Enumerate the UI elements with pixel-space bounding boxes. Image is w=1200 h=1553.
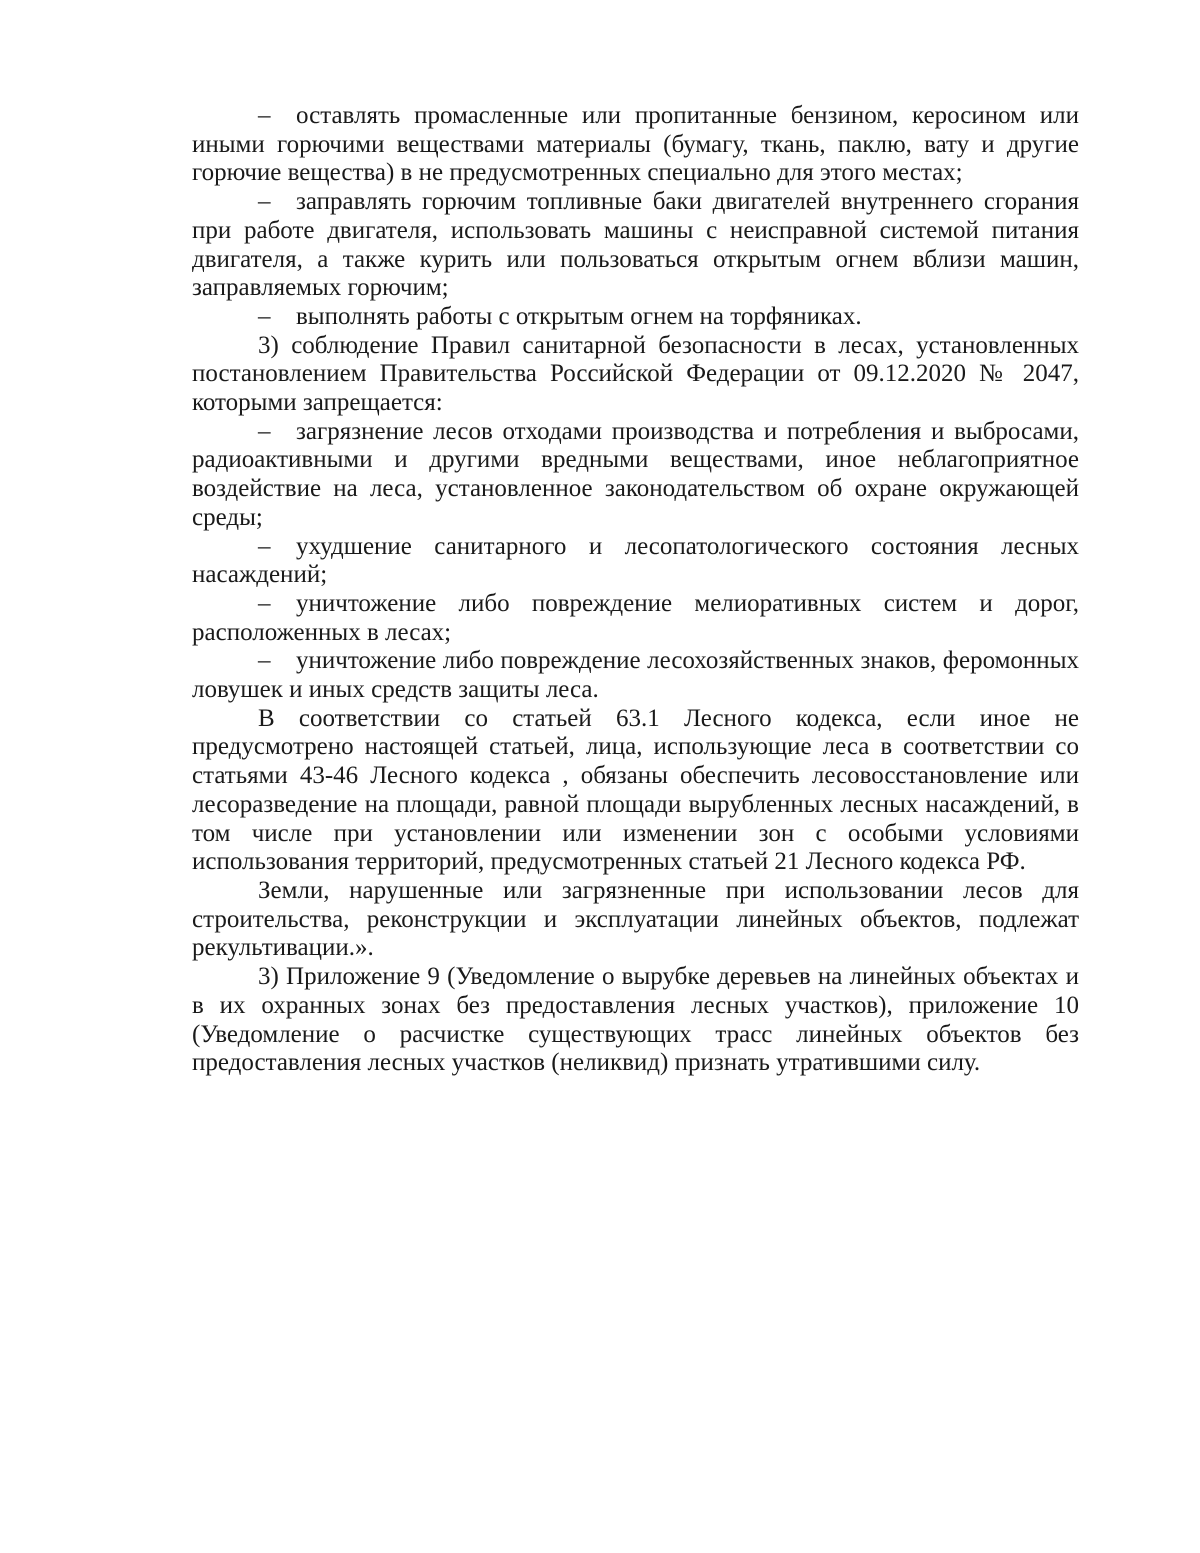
- paragraph-text: 3) соблюдение Правил санитарной безопасности в лесах, установленных постановлением Правительства Российской Федерации от 09.12.2020 № 2047, которыми запрещается:: [192, 331, 1079, 417]
- paragraph-bullet-refueling: [192, 188, 1079, 303]
- paragraph-bullet-forest-signs: [192, 647, 1079, 704]
- paragraph-bullet-melioration: [192, 590, 1079, 647]
- paragraph-text: уничтожение либо повреждение мелиоративных систем и дорог, расположенных в лесах;: [192, 589, 1079, 646]
- dash-marker: –: [258, 188, 271, 216]
- dash-marker: –: [258, 417, 271, 445]
- paragraph-reforestation: [192, 705, 1079, 877]
- paragraph-text: уничтожение либо повреждение лесохозяйственных знаков, феромонных ловушек и иных средств защиты леса.: [192, 647, 1079, 704]
- paragraph-text: 3) Приложение 9 (Уведомление о вырубке деревьев на линейных объектах и в их охранных зонах без предоставления лесных участков), приложение 10 (Уведомление о расчистке существующих трасс линейных объектов без предоставления лесных участков (неликвид) признать утратившими силу.: [192, 963, 1079, 1077]
- paragraph-bullet-pollution: [192, 418, 1079, 533]
- dash-marker: –: [258, 647, 271, 675]
- paragraph-recultivation: [192, 877, 1079, 963]
- dash-marker: –: [258, 532, 271, 560]
- paragraph-text: Земли, нарушенные или загрязненные при использовании лесов для строительства, реконструкции и эксплуатации линейных объектов, подлежат рекультивации.».: [192, 876, 1079, 962]
- dash-marker: –: [258, 302, 271, 330]
- paragraph-bullet-sanitary-state: [192, 533, 1079, 590]
- dash-marker: –: [258, 589, 271, 617]
- dash-marker: –: [258, 102, 271, 129]
- paragraph-sanitary-rules: [192, 332, 1079, 418]
- paragraph-bullet-oily-materials: [192, 102, 1079, 188]
- paragraph-text: выполнять работы с открытым огнем на торфяниках.: [296, 302, 862, 330]
- paragraph-text: ухудшение санитарного и лесопатологического состояния лесных насаждений;: [192, 532, 1079, 589]
- paragraph-text: В соответствии со статьей 63.1 Лесного кодекса, если иное не предусмотрено настоящей статьей, лица, использующие леса в соответствии со статьями 43-46 Лесного кодекса , обязаны обеспечить лесовосстановление или лесоразведение на площади, равной площади вырубленных лесных насаждений, в том числе при установлении или изменении зон с особыми условиями использования территорий, предусмотренных статьей 21 Лесного кодекса РФ.: [192, 704, 1079, 876]
- paragraph-text: заправлять горючим топливные баки двигателей внутреннего сгорания при работе двигателя, использовать машины с неисправной системой питания двигателя, а также курить или пользоваться открытым огнем вблизи машин, заправляемых горючим;: [192, 188, 1079, 302]
- document-page: [192, 102, 1079, 1078]
- paragraph-text: оставлять промасленные или пропитанные бензином, керосином или иными горючими веществами материалы (бумагу, ткань, паклю, вату и другие горючие вещества) в не предусмотренных специально для этого местах;: [192, 102, 1079, 187]
- paragraph-text: загрязнение лесов отходами производства и потребления и выбросами, радиоактивными и другими вредными веществами, иное неблагоприятное воздействие на леса, установленное законодательством об охране окружающей среды;: [192, 417, 1079, 531]
- paragraph-appendices: [192, 963, 1079, 1078]
- paragraph-bullet-peat-fire: [192, 303, 1079, 332]
